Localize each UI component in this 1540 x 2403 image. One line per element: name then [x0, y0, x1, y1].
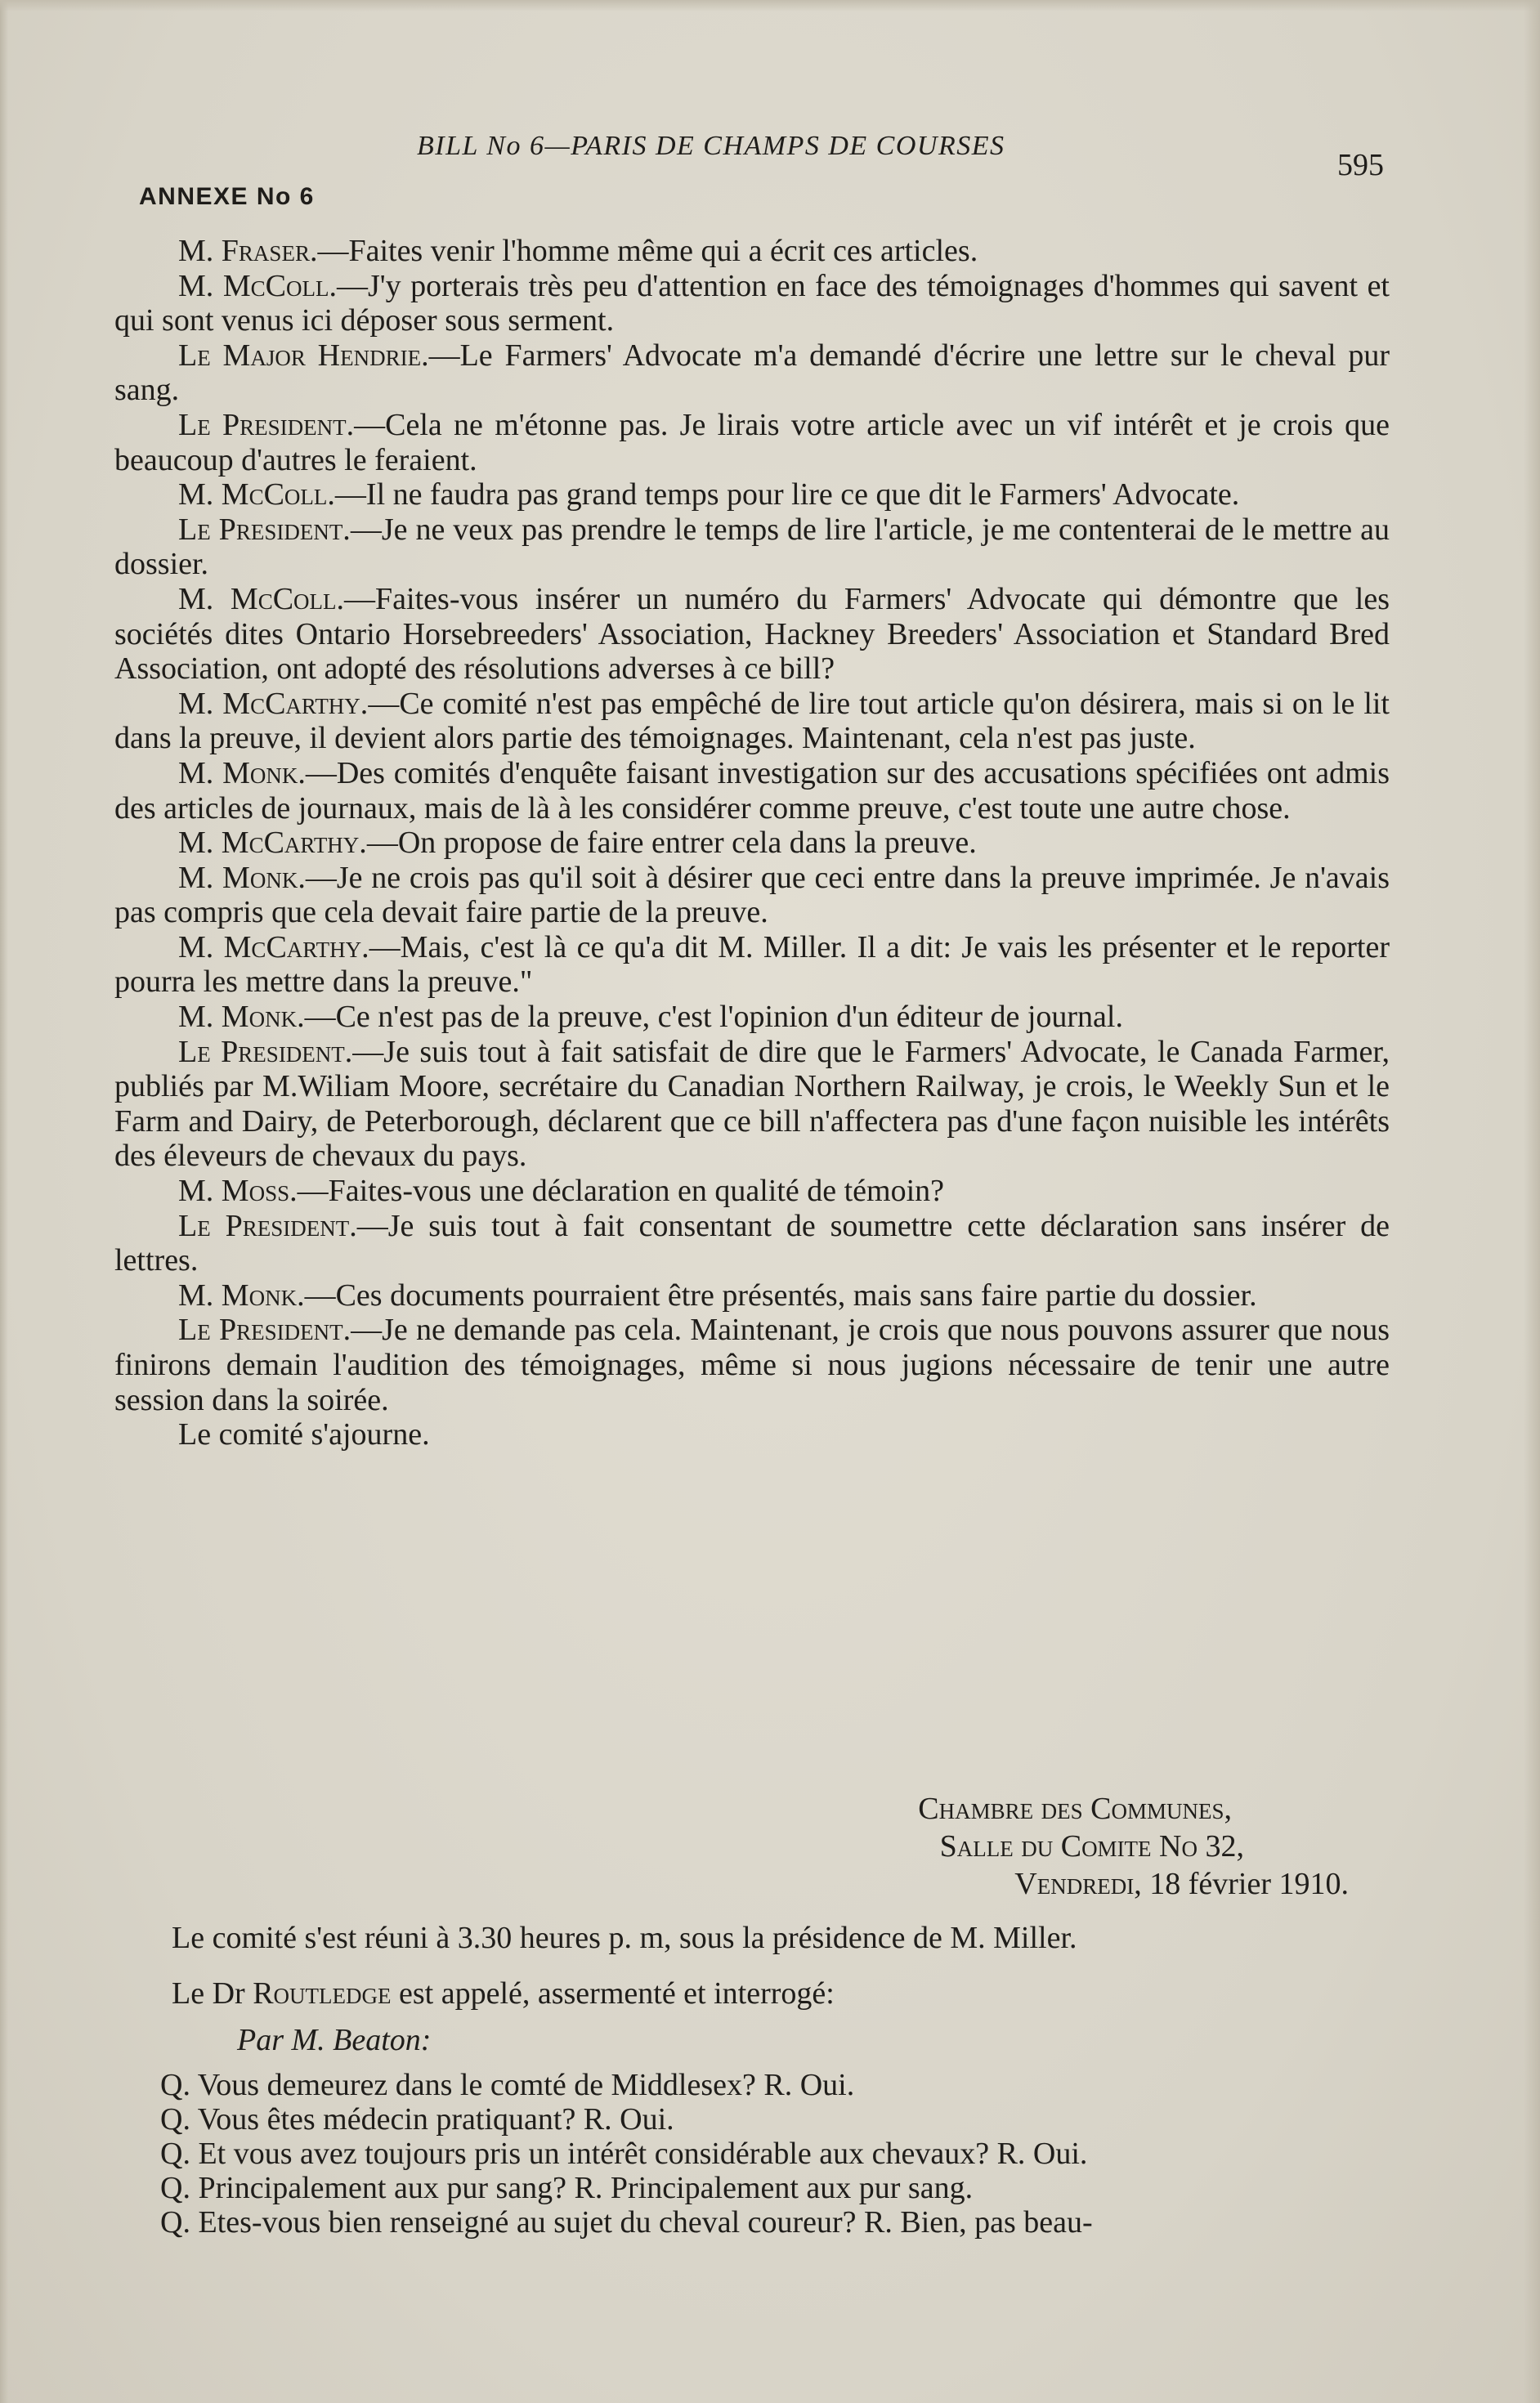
- speaker: Le President.: [178, 1034, 353, 1069]
- paragraph: [114, 930, 1390, 1000]
- speaker: Le President.: [178, 1313, 351, 1348]
- question-answer: Q. Vous demeurez dans le comté de Middlesex? R. Oui.: [160, 2068, 855, 2102]
- paragraph: [114, 1000, 1390, 1035]
- session-room: Salle du Comite No 32,: [939, 1829, 1244, 1864]
- paragraph-text: —Faites-vous insérer un numéro du Farmers' Advocate qui démontre que les sociétés dites Ontario Horsebreeders' Association, Hackney Breeders' Association et Standard Bred Association, ont adopté des résolutions adverses à ce bill?: [114, 581, 1390, 687]
- paragraph: [114, 338, 1390, 408]
- paragraph: [114, 756, 1390, 826]
- paragraph: [114, 512, 1390, 582]
- paragraph-text: —Ce comité n'est pas empêché de lire tout article qu'on désirera, mais si on le lit dans la preuve, il devient alors partie des témoignages. Maintenant, cela n'est pas juste.: [114, 686, 1390, 756]
- speaker: M. McCarthy.: [178, 826, 367, 861]
- paragraph: [114, 269, 1390, 338]
- paragraph-text: —Cela ne m'étonne pas. Je lirais votre article avec un vif intérêt et je crois que beaucoup d'autres le feraient.: [114, 407, 1390, 477]
- speaker: Le President.: [178, 512, 351, 547]
- speaker: M. Monk.: [178, 1000, 305, 1035]
- page-number: 595: [1337, 148, 1384, 182]
- paragraph: [114, 1313, 1390, 1417]
- proceedings-body: [114, 234, 1390, 1452]
- session-day: Vendredi,: [1014, 1867, 1142, 1901]
- witness-rest: est appelé, assermenté et interrogé:: [391, 1976, 835, 2011]
- page-shadow-right: [1524, 0, 1540, 2403]
- page-shadow-left: [0, 0, 8, 2403]
- paragraph: [114, 1209, 1390, 1278]
- examiner-heading: Par M. Beaton:: [237, 2023, 432, 2057]
- paragraph: [114, 408, 1390, 477]
- paragraph: [114, 1035, 1390, 1174]
- paragraph: [114, 1417, 1390, 1452]
- session-house: Chambre des Communes,: [918, 1792, 1232, 1826]
- paragraph: [114, 477, 1390, 512]
- opening-text: [172, 1919, 1365, 2030]
- session-date: [654, 1865, 1349, 1903]
- paragraph-text: —Il ne faudra pas grand temps pour lire ce que dit le Farmers' Advocate.: [334, 477, 1240, 512]
- speaker: M. Monk.: [178, 860, 306, 895]
- speaker: M. Fraser.: [178, 234, 318, 268]
- speaker: M. McColl.: [178, 268, 337, 303]
- witness-name: Routledge: [253, 1976, 392, 2011]
- speaker: M. McCarthy.: [178, 686, 369, 721]
- speaker: M. Monk.: [178, 755, 306, 790]
- question-answer: Q. Principalement aux pur sang? R. Principalement aux pur sang.: [160, 2171, 974, 2205]
- paragraph-text: —Ces documents pourraient être présentés, mais sans faire partie du dossier.: [304, 1278, 1257, 1313]
- paragraph: [114, 861, 1390, 930]
- speaker: Le President.: [178, 407, 355, 442]
- running-head: BILL No 6—PARIS DE CHAMPS DE COURSES: [417, 131, 1005, 161]
- speaker: Le Major Hendrie.: [178, 338, 429, 373]
- speaker: Le President.: [178, 1208, 357, 1243]
- paragraph: [114, 1174, 1390, 1209]
- paragraph: [114, 826, 1390, 861]
- paragraph-text: —J'y porterais très peu d'attention en face des témoignages d'hommes qui savent et qui sont venus ici déposer sous serment.: [114, 268, 1390, 338]
- paragraph: [114, 1278, 1390, 1313]
- paragraph-text: —Je suis tout à fait consentant de soumettre cette déclaration sans insérer de lettres.: [114, 1208, 1390, 1278]
- paragraph-text: —Mais, c'est là ce qu'a dit M. Miller. Il a dit: Je vais les présenter et le reporter pourra les mettre dans la preuve.": [114, 929, 1390, 1000]
- paragraph: [114, 234, 1390, 269]
- paragraph-text: —Ce n'est pas de la preuve, c'est l'opinion d'un éditeur de journal.: [304, 1000, 1123, 1035]
- session-date-text: 18 février 1910.: [1141, 1867, 1349, 1901]
- paragraph-text: —Je ne demande pas cela. Maintenant, je crois que nous pouvons assurer que nous finirons demain l'audition des témoignages, même si nous jugions nécessaire de tenir une autre session dans la soirée.: [114, 1313, 1390, 1417]
- paragraph-text: —Faites-vous une déclaration en qualité de témoin?: [297, 1174, 945, 1209]
- annexe-label: ANNEXE No 6: [139, 183, 315, 210]
- speaker: M. Moss.: [178, 1174, 298, 1209]
- paragraph-text: —On propose de faire entrer cela dans la preuve.: [366, 826, 977, 861]
- paragraph: [114, 687, 1390, 756]
- page-shadow-top: [0, 0, 1540, 11]
- question-answer: Q. Vous êtes médecin pratiquant? R. Oui.: [160, 2102, 674, 2137]
- question-list: [160, 2068, 1354, 2240]
- witness-line: [172, 1975, 1365, 2012]
- paragraph-text: —Des comités d'enquête faisant investigation sur des accusations spécifiées ont admis des articles de journaux, mais de là à les considérer comme preuve, c'est toute une autre chose.: [114, 755, 1390, 826]
- speaker: M. McColl.: [178, 581, 345, 616]
- paragraph-text: Le comité s'ajourne.: [178, 1417, 430, 1452]
- question-answer: Q. Et vous avez toujours pris un intérêt considérable aux chevaux? R. Oui.: [160, 2137, 1088, 2171]
- paragraph-text: —Je ne crois pas qu'il soit à désirer que ceci entre dans la preuve imprimée. Je n'avais pas compris que cela devait faire partie de la preuve.: [114, 860, 1390, 930]
- paragraph: [114, 582, 1390, 687]
- paragraph-text: —Je ne veux pas prendre le temps de lire l'article, je me contenterai de le mettre au dossier.: [114, 512, 1390, 582]
- witness-prefix: Le Dr: [172, 1976, 253, 2011]
- speaker: M. McCarthy.: [178, 929, 369, 964]
- speaker: M. McColl.: [178, 477, 335, 512]
- question-answer: Q. Etes-vous bien renseigné au sujet du cheval coureur? R. Bien, pas beau-: [160, 2205, 1093, 2240]
- paragraph-text: —Faites venir l'homme même qui a écrit ces articles.: [317, 234, 978, 268]
- session-heading: [654, 1790, 1349, 1903]
- paragraph-text: —Je suis tout à fait satisfait de dire que le Farmers' Advocate, le Canada Farmer, publiés par M.Wiliam Moore, secrétaire du Canadian Northern Railway, je crois, le Weekly Sun et le Farm and Dairy, de Peterborough, déclarent que ce bill n'affectera pas d'une façon nuisible les intérêts des éleveurs de chevaux du pays.: [114, 1034, 1390, 1174]
- speaker: M. Monk.: [178, 1278, 305, 1313]
- paragraph-text: —Le Farmers' Advocate m'a demandé d'écrire une lettre sur le cheval pur sang.: [114, 338, 1390, 408]
- opening-line: Le comité s'est réuni à 3.30 heures p. m, sous la présidence de M. Miller.: [172, 1921, 1077, 1955]
